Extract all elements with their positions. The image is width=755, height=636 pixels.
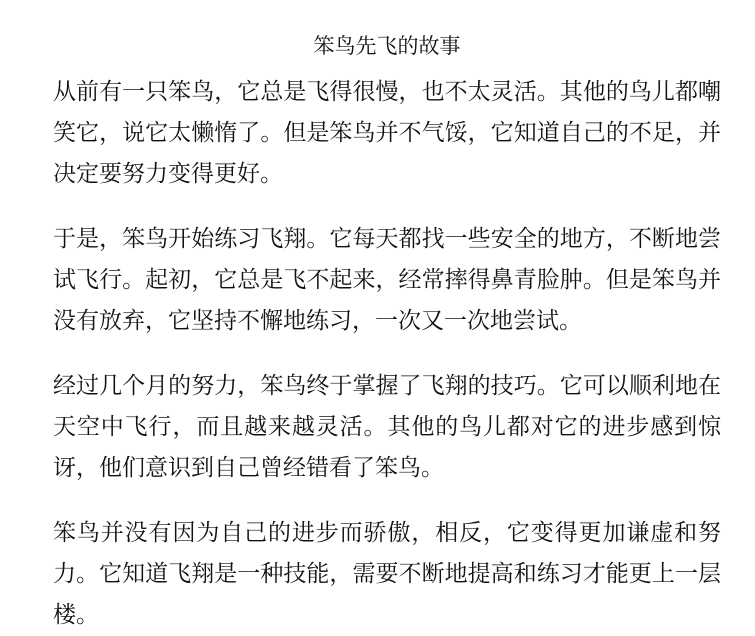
document [53, 28, 721, 636]
paragraph-4: 笨鸟并没有因为自己的进步而骄傲，相反，它变得更加谦虚和努力。它知道飞翔是一种技能，需要不断地提高和练习才能更上一层楼。 [53, 520, 721, 628]
paragraph-1: 从前有一只笨鸟，它总是飞得很慢，也不太灵活。其他的鸟儿都嘲笑它，说它太懒惰了。但是笨鸟并不气馁，它知道自己的不足，并决定要努力变得更好。 [53, 79, 721, 187]
paragraph-3: 经过几个月的努力，笨鸟终于掌握了飞翔的技巧。它可以顺利地在天空中飞行，而且越来越灵活。其他的鸟儿都对它的进步感到惊讶，他们意识到自己曾经错看了笨鸟。 [53, 373, 721, 481]
paragraph-2: 于是，笨鸟开始练习飞翔。它每天都找一些安全的地方，不断地尝试飞行。起初，它总是飞不起来，经常摔得鼻青脸肿。但是笨鸟并没有放弃，它坚持不懈地练习，一次又一次地尝试。 [53, 226, 721, 334]
document-title: 笨鸟先飞的故事 [313, 34, 461, 58]
